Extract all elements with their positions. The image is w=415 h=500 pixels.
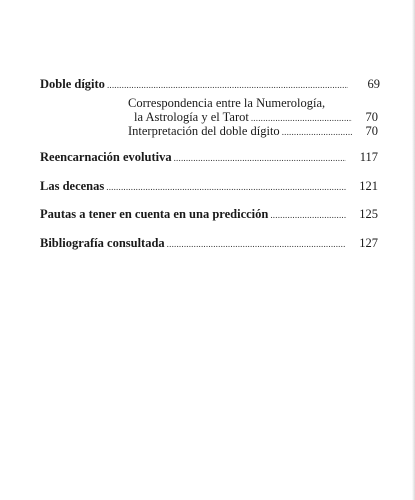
toc-entry-doble-digito xyxy=(40,77,380,92)
dot-leader xyxy=(174,153,346,163)
dot-leader xyxy=(251,113,352,123)
toc-entry-page: 117 xyxy=(359,150,378,164)
toc-subentry-interpretacion xyxy=(128,124,378,139)
toc-entry-page: 70 xyxy=(365,110,378,124)
toc-entry-decenas xyxy=(40,179,378,194)
dot-leader xyxy=(167,239,346,249)
toc-entry-page: 127 xyxy=(359,236,378,250)
dot-leader xyxy=(106,182,346,192)
toc-entry-bibliografia xyxy=(40,236,378,251)
dot-leader xyxy=(107,80,348,90)
dot-leader xyxy=(282,127,352,137)
toc-entry-label: Doble dígito xyxy=(40,77,105,91)
toc-entry-pautas xyxy=(40,207,378,222)
toc-entry-page: 125 xyxy=(359,207,378,221)
toc-entry-label: Bibliografía consultada xyxy=(40,236,165,250)
toc-entry-page: 69 xyxy=(367,77,380,91)
toc-entry-label: la Astrología y el Tarot xyxy=(134,110,249,124)
toc-entry-page: 70 xyxy=(365,124,378,138)
toc-subentry-correspondencia xyxy=(134,110,378,125)
toc-entry-label: Pautas a tener en cuenta en una predicción xyxy=(40,207,269,221)
toc-entry-label: Reencarnación evolutiva xyxy=(40,150,172,164)
toc-entry-label: Interpretación del doble dígito xyxy=(128,124,280,138)
toc-entry-reencarnacion xyxy=(40,150,378,165)
toc-entry-label: Las decenas xyxy=(40,179,105,193)
dot-leader xyxy=(270,210,346,220)
toc-entry-page: 121 xyxy=(359,179,378,193)
toc-subentry-correspondencia-line1: Correspondencia entre la Numerología, xyxy=(128,96,326,110)
